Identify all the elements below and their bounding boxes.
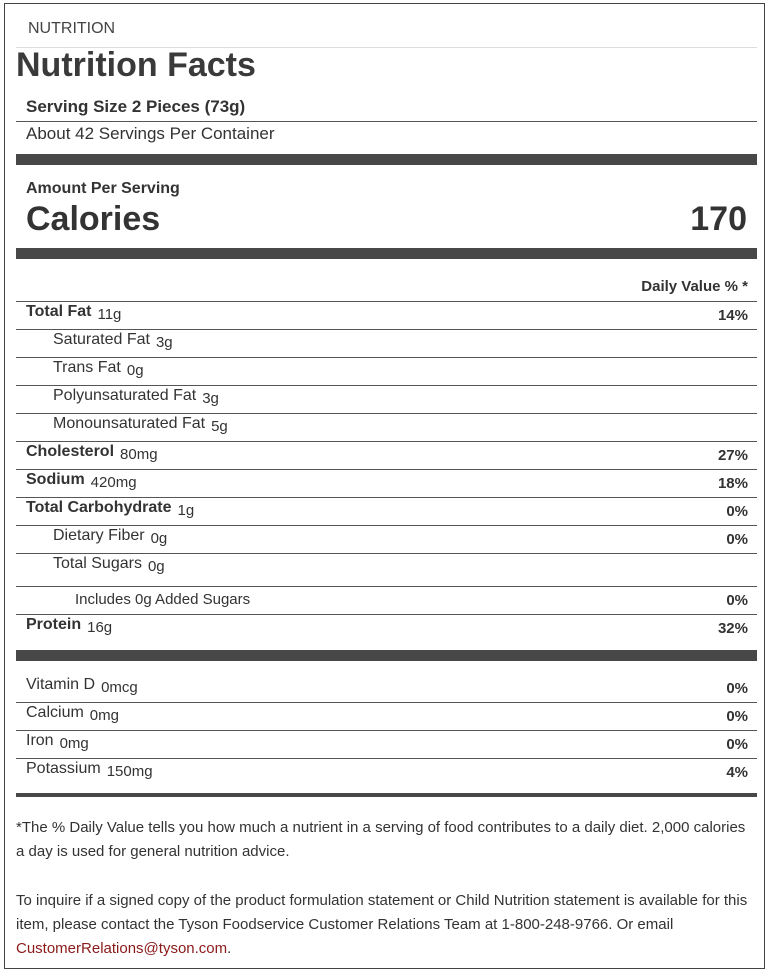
thick-divider [16,650,757,661]
divider [16,121,757,122]
vitamin-dv: 0% [726,736,748,753]
servings-per-container: About 42 Servings Per Container [26,124,275,143]
divider [16,614,757,615]
nutrient-row-protein [16,616,757,640]
nutrient-name: Saturated Fat 3g [53,331,173,351]
nutrient-name: Total Sugars 0g [53,555,165,575]
nutrient-row-polyunsaturated-fat [16,387,757,411]
nutrient-name: Total Fat 11g [26,303,122,323]
divider [16,758,757,759]
nutrient-row-total-carbohydrate [16,499,757,523]
daily-value-header: Daily Value % * [641,278,748,295]
nutrient-dv: 27% [717,447,748,464]
nutrient-row-saturated-fat [16,331,757,355]
nutrient-name: Total Carbohydrate 1g [26,499,195,519]
calories-label: Calories [26,200,161,238]
vitamin-name: Vitamin D 0mcg [26,676,138,696]
divider [16,329,757,330]
nutrient-name: Monounsaturated Fat 5g [53,415,228,435]
nutrient-row-added-sugars [16,591,757,615]
divider [16,469,757,470]
vitamin-name: Potassium 150mg [26,760,153,780]
nutrient-row-total-fat [16,303,757,327]
daily-value-footnote: *The % Daily Value tells you how much a nutrient in a serving of food contributes to a daily diet. 2,000 calories a day is used for general nutrition advice. [16,819,746,860]
nutrient-dv: 14% [717,307,748,324]
nutrient-dv: 32% [717,620,748,637]
thick-divider [16,154,757,165]
divider [16,301,757,302]
divider [16,441,757,442]
divider [16,702,757,703]
nutrient-row-cholesterol [16,443,757,467]
vitamin-name: Calcium 0mg [26,704,119,724]
nutrient-row-total-sugars [16,555,757,579]
divider [16,553,757,554]
divider [16,525,757,526]
divider [16,497,757,498]
nutrient-name: Dietary Fiber 0g [53,527,168,547]
vitamin-dv: 0% [726,708,748,725]
divider [16,730,757,731]
page-title: Nutrition Facts [16,46,256,84]
calories-value: 170 [690,200,747,238]
inquiry-note: To inquire if a signed copy of the product formulation statement or Child Nutrition statement is available for this item, please contact the Tyson Foodservice Customer Relations Team at 1-800-248-9766. Or email CustomerRelations@tyson.com. [16,892,748,957]
vitamin-name: Iron 0mg [26,732,89,752]
nutrient-row-dietary-fiber [16,527,757,551]
nutrient-name: Cholesterol 80mg [26,443,158,463]
nutrient-row-sodium [16,471,757,495]
vitamin-row-vitamin-d [16,676,757,700]
vitamin-row-potassium [16,760,757,784]
vitamin-dv: 0% [726,680,748,697]
serving-size: Serving Size 2 Pieces (73g) [26,97,246,116]
divider [16,586,757,587]
amount-per-serving: Amount Per Serving [26,180,180,197]
nutrient-name: Polyunsaturated Fat 3g [53,387,219,407]
email-link[interactable]: CustomerRelations@tyson.com [16,940,228,957]
nutrient-dv: 0% [726,503,748,520]
nutrient-name: Trans Fat 0g [53,359,144,379]
nutrient-row-monounsaturated-fat [16,415,757,439]
vitamin-dv: 4% [726,764,748,781]
nutrient-dv: 18% [717,475,748,492]
nutrient-row-trans-fat [16,359,757,383]
vitamin-row-iron [16,732,757,756]
divider [16,413,757,414]
nutrient-name: Includes 0g Added Sugars [75,591,251,608]
divider [16,357,757,358]
thick-divider [16,248,757,259]
thick-divider [16,793,757,797]
nutrient-name: Sodium 420mg [26,471,137,491]
nutrient-dv: 0% [726,531,748,548]
nutrient-dv: 0% [726,592,748,609]
divider [16,385,757,386]
nutrient-name: Protein 16g [26,616,113,636]
section-label: NUTRITION [28,20,116,37]
vitamin-row-calcium [16,704,757,728]
